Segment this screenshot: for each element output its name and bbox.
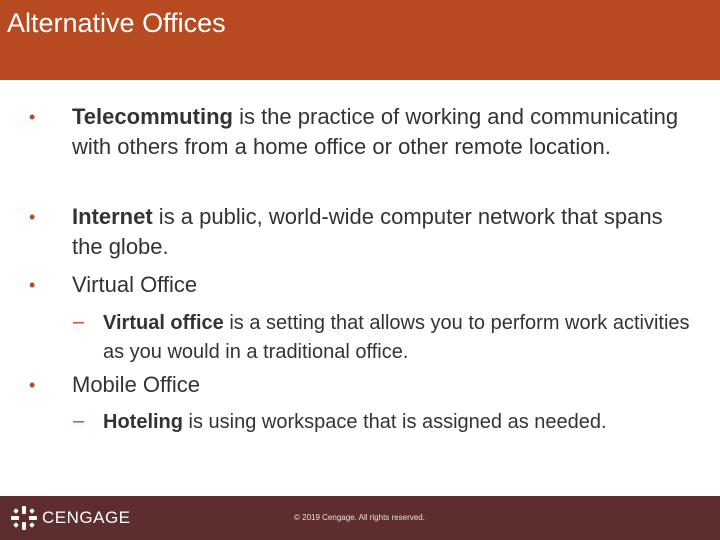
bullet-text: Mobile Office <box>72 372 200 397</box>
cengage-logo-text: CENGAGE <box>42 508 131 527</box>
bullet-text: is the practice of working and communicating with others from a home office or other remote location. <box>72 104 679 159</box>
cengage-star-icon <box>10 505 38 531</box>
bullet-term: Internet <box>72 204 153 229</box>
bullet-term: Virtual office <box>103 312 224 334</box>
bullet-term: Telecommuting <box>72 104 233 129</box>
bullet-text: is a setting that allows you to perform work activities as you would in a traditional office. <box>103 312 690 363</box>
bullet-marker-icon: • <box>29 375 36 395</box>
dash-marker-icon: – <box>73 311 85 333</box>
bullet-mobile-office <box>29 370 682 400</box>
bullet-marker-icon: • <box>29 107 36 127</box>
dash-marker-icon: – <box>73 410 85 432</box>
bullet-text: is using workspace that is assigned as needed. <box>183 411 607 433</box>
bullet-marker-icon: • <box>29 207 36 227</box>
slide-title: Alternative Offices <box>7 8 226 38</box>
sub-bullet-hoteling <box>73 408 693 437</box>
title-bar <box>0 0 720 80</box>
bullet-text: Virtual Office <box>72 272 198 297</box>
bullet-marker-icon: • <box>29 275 36 295</box>
sub-bullet-virtual-office <box>73 309 693 367</box>
bullet-virtual-office <box>29 270 682 300</box>
copyright-notice: © 2019 Cengage. All rights reserved. <box>294 513 425 522</box>
bullet-telecommuting <box>29 102 682 162</box>
bullet-text: is a public, world-wide computer network that spans the globe. <box>72 204 663 259</box>
bullet-internet <box>29 202 682 262</box>
footer-bar <box>0 496 720 540</box>
bullet-term: Hoteling <box>103 411 183 433</box>
